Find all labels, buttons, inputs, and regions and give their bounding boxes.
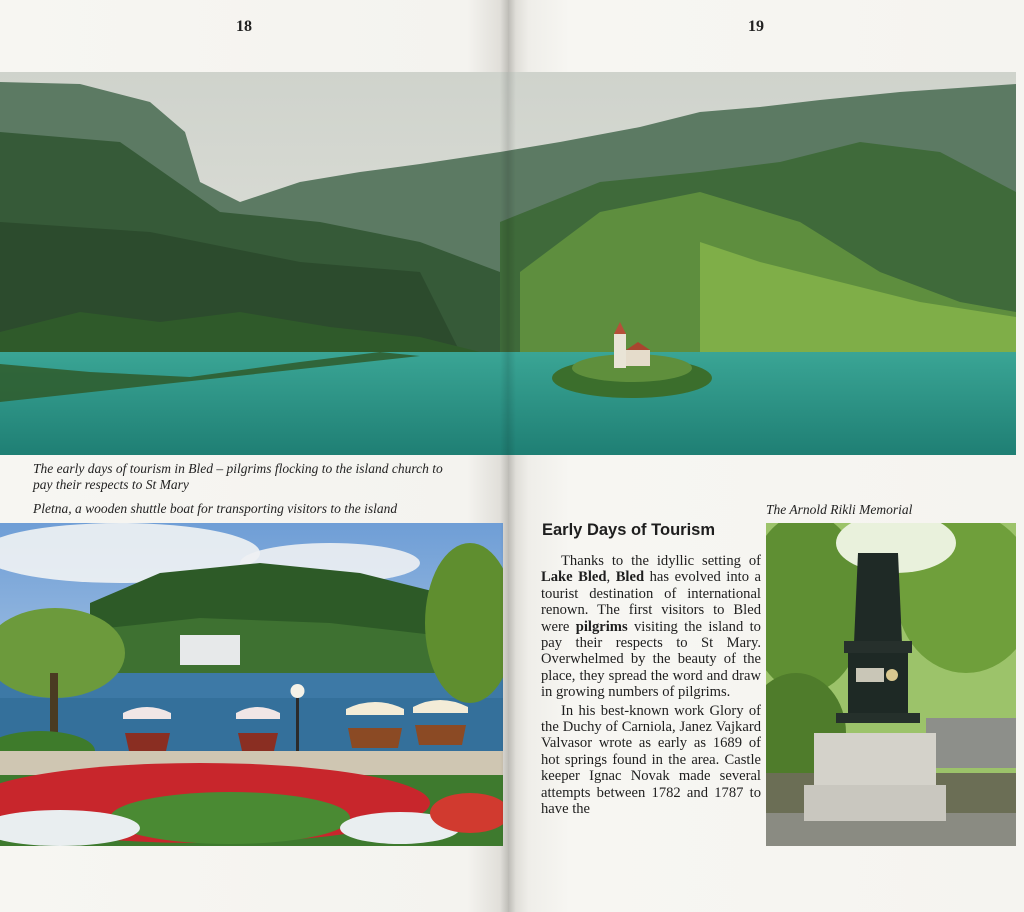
article-paragraph-1: Thanks to the idyllic setting of Lake Bled, Bled has evolved into a tourist destination of international renown. The first visitors to Bled were pilgrims visiting the island to pay their respects to St Mary. Overwhelmed by the beauty of the place, they spread the word and draw in growing numbers of pilgrims.	[541, 553, 761, 701]
memorial-caption: The Arnold Rikli Memorial	[766, 502, 913, 517]
rikli-memorial-photo	[766, 523, 1016, 846]
pletna-caption: Pletna, a wooden shuttle boat for transporting visitors to the island	[33, 501, 398, 516]
page-number-right: 19	[748, 18, 764, 35]
page-number-left: 18	[236, 18, 252, 35]
pletna-boats-photo	[0, 523, 503, 846]
book-spine-shadow	[500, 0, 516, 912]
article-paragraph-2: In his best-known work Glory of the Duchy of Carniola, Janez Vajkard Valvasor wrote as early as 1689 of hot springs found in the area. Castle keeper Ignac Novak made several attempts between 1782 and 1787 to have the	[541, 702, 761, 818]
article-heading: Early Days of Tourism	[542, 521, 716, 539]
article-body	[541, 553, 761, 820]
panorama-caption: The early days of tourism in Bled – pilgrims flocking to the island church to pay their respects to St Mary	[33, 461, 443, 492]
